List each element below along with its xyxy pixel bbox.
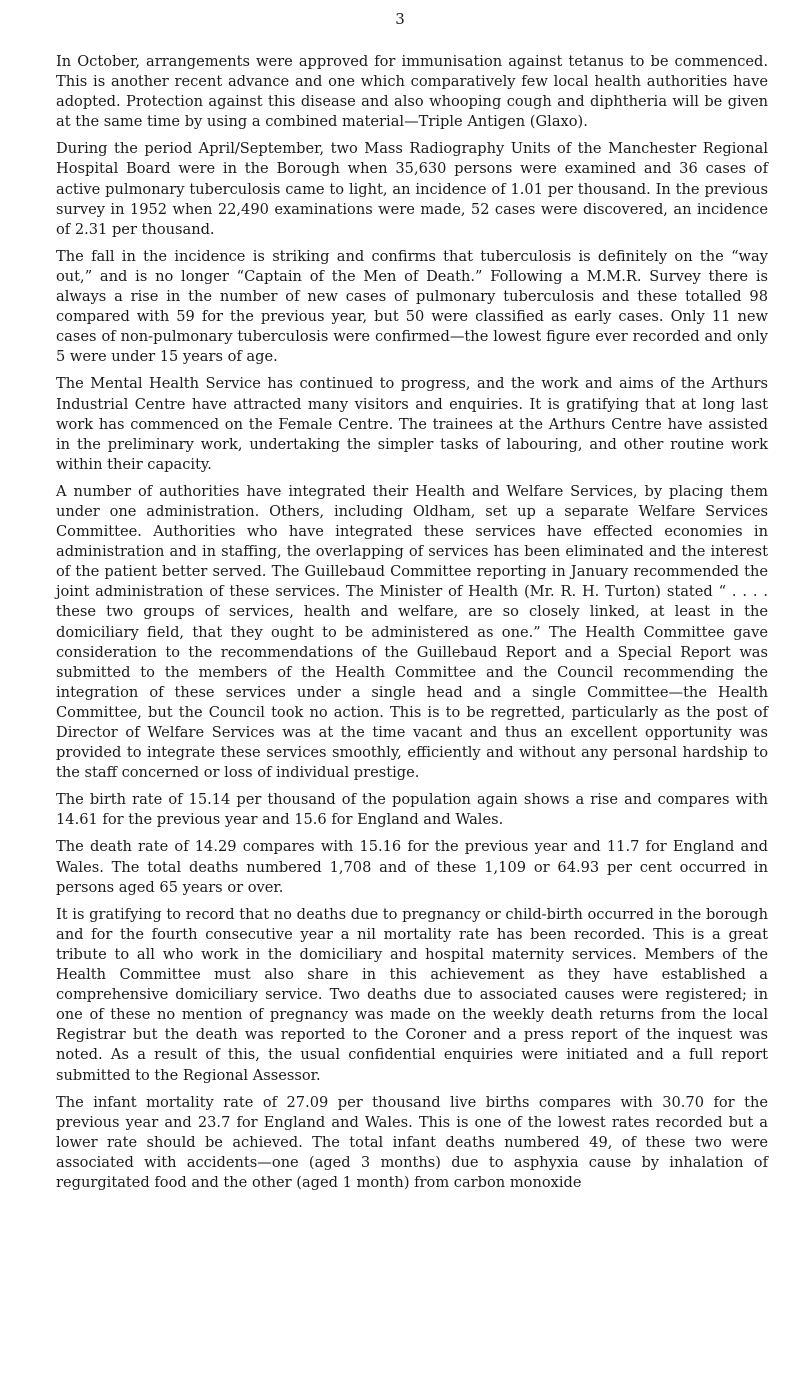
paragraph-infant-mortality: The infant mortality rate of 27.09 per thousand live births compares with 30.70 for the previous year and 23.7 for England and Wales. This is one of the lowest rates recorded but a lower rate should be achieved. The total infant deaths numbered 49, of these two were associated with accidents—one (aged 3 months) due to asphyxia cause by inhalation of regurgitated food and the other (aged 1 month) from carbon monoxide [56,1093,768,1191]
paragraph-death-rate: The death rate of 14.29 compares with 15.16 for the previous year and 11.7 for England and Wales. The total deaths numbered 1,708 and of these 1,109 or 64.93 per cent occurred in persons aged 65 years or over. [56,838,768,896]
paragraph-mass-radiography: During the period April/September, two Mass Radiography Units of the Manchester Regional Hospital Board were in the Borough when 35,630 persons were examined and 36 cases of active pulmonary tuberculosis came to light, an incidence of 1.01 per thousand. In the previous survey in 1952 when 22,490 examinations were made, 52 cases were discovered, an incidence of 2.31 per thousand. [56,140,768,238]
paragraph-mental-health-service: The Mental Health Service has continued to progress, and the work and aims of the Arthurs Industrial Centre have attracted many visitors and enquiries. It is gratifying that at long last work has commenced on the Female Centre. The trainees at the Arthurs Centre have assisted in the preliminary work, undertaking the simpler tasks of labouring, and other routine work within their capacity. [56,375,768,473]
paragraph-health-welfare-integration: A number of authorities have integrated their Health and Welfare Services, by placing them under one administration. Others, including Oldham, set up a separate Welfare Services Committee. Authorities who have integrated these services have effected economies in administration and in staffing, the overlapping of services has been eliminated and the interest of the patient better served. The Guillebaud Committee reporting in January recommended the joint administration of these services. The Minister of Health (Mr. R. H. Turton) stated “ . . . . these two groups of services, health and welfare, are so closely linked, at least in the domiciliary field, that they ought to be administered as one.” The Health Committee gave consideration to the recommendations of the Guillebaud Report and a Special Report was submitted to the members of the Health Committee and the Council recommending the integration of these services under a single head and a single Committee—the Health Committee, but the Council took no action. This is to be regretted, particularly as the post of Director of Welfare Services was at the time vacant and thus an excellent opportunity was provided to integrate these services smoothly, efficiently and without any personal hardship to the staff concerned or loss of individual prestige. [56,482,768,782]
body-text [56,52,768,1200]
page-number: 3 [395,10,405,28]
paragraph-maternal-mortality: It is gratifying to record that no deaths due to pregnancy or child-birth occurred in the borough and for the fourth consecutive year a nil mortality rate has been recorded. This is a great tribute to all who work in the domiciliary and hospital maternity services. Members of the Health Committee must also share in this achievement as they have established a comprehensive domiciliary service. Two deaths due to associated causes were registered; in one of these no mention of pregnancy was made on the weekly death returns from the local Registrar but the death was reported to the Coroner and a press report of the inquest was noted. As a result of this, the usual confidential enquiries were initiated and a full report submitted to the Regional Assessor. [56,905,768,1084]
paragraph-tetanus-immunisation: In October, arrangements were approved for immunisation against tetanus to be commenced. This is another recent advance and one which comparatively few local health authorities have adopted. Protection against this disease and also whooping cough and diphtheria will be given at the same time by using a combined material—Triple Antigen (Glaxo). [56,53,768,131]
paragraph-birth-rate: The birth rate of 15.14 per thousand of the population again shows a rise and compares with 14.61 for the previous year and 15.6 for England and Wales. [56,791,768,829]
paragraph-tuberculosis-incidence: The fall in the incidence is striking and confirms that tuberculosis is definitely on the “way out,” and is no longer “Captain of the Men of Death.” Following a M.M.R. Survey there is always a rise in the number of new cases of pulmonary tuberculosis and these totalled 98 compared with 59 for the previous year, but 50 were classified as early cases. Only 11 new cases of non-pulmonary tuberculosis were confirmed—the lowest figure ever recorded and only 5 were under 15 years of age. [56,247,768,366]
